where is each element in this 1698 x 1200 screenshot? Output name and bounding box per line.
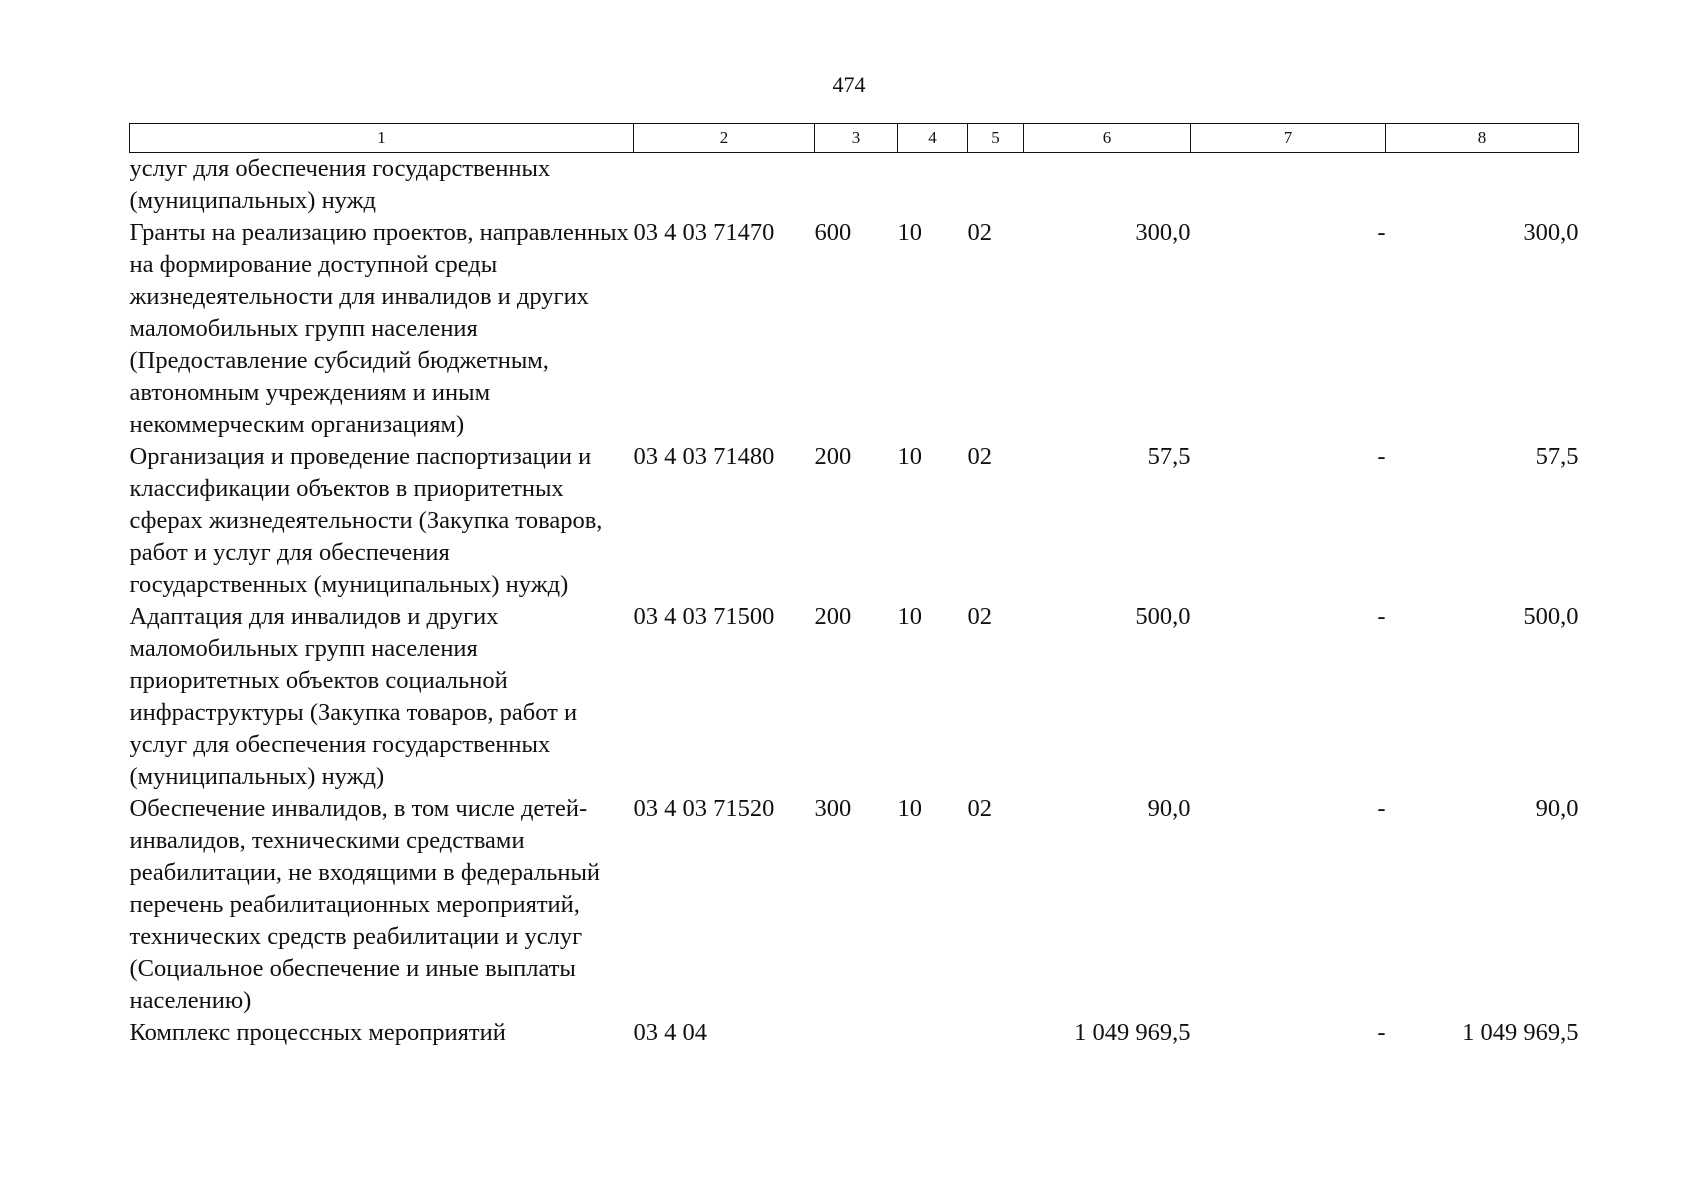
row-subsection: 02: [967, 795, 992, 822]
column-header: 4: [898, 124, 968, 153]
row-subsection: [968, 1017, 1024, 1049]
column-header: 5: [968, 124, 1024, 153]
row-code: 03 4 03 71470: [633, 219, 775, 246]
row-name: Адаптация для инвалидов и других маломобильных групп населения приоритетных объектов социальной инфраструктуры (Закупка товаров, работ и услуг для обеспечения государственных (муниципальных) нужд): [129, 603, 578, 790]
row-change: -: [1377, 795, 1386, 822]
row-type: 600: [814, 219, 852, 246]
row-change: -: [1377, 603, 1386, 630]
row-amount: 57,5: [1147, 443, 1191, 470]
table-row: [130, 153, 1579, 218]
column-header: 2: [634, 124, 815, 153]
row-change: -: [1377, 443, 1386, 470]
row-section: 10: [897, 795, 922, 822]
row-subsection: 02: [967, 603, 992, 630]
page-number: 474: [832, 72, 866, 97]
table-row: [130, 793, 1579, 1017]
row-name: Обеспечение инвалидов, в том числе детей-инвалидов, техническими средствами реабилитации, не входящими в федеральный перечень реабилитационных мероприятий, технических средств реабилитации и услуг (Социальное обеспечение и иные выплаты населению): [129, 795, 601, 1014]
column-header: 7: [1191, 124, 1386, 153]
row-type: [815, 153, 898, 218]
table-row: [130, 1017, 1579, 1049]
row-code: 03 4 03 71480: [633, 443, 775, 470]
row-amount: 300,0: [1135, 219, 1191, 246]
row-code: 03 4 04: [633, 1019, 707, 1046]
row-section: 10: [897, 603, 922, 630]
row-amount: [1024, 153, 1191, 218]
row-change: [1191, 153, 1386, 218]
budget-table: [129, 123, 1579, 1049]
row-type: [815, 1017, 898, 1049]
row-type: 200: [814, 443, 852, 470]
row-amount: 90,0: [1147, 795, 1191, 822]
column-header: 3: [815, 124, 898, 153]
row-total: 90,0: [1535, 795, 1579, 822]
row-amount: 500,0: [1135, 603, 1191, 630]
row-name: Организация и проведение паспортизации и классификации объектов в приоритетных сферах жизнедеятельности (Закупка товаров, работ и услуг для обеспечения государственных (муниципальных) нужд): [129, 443, 603, 598]
row-total: 1 049 969,5: [1462, 1019, 1579, 1046]
row-change: -: [1377, 219, 1386, 246]
row-section: 10: [897, 219, 922, 246]
row-section: 10: [897, 443, 922, 470]
row-type: 300: [814, 795, 852, 822]
row-total: 300,0: [1523, 219, 1579, 246]
table-body: [130, 153, 1579, 1050]
column-header: 8: [1386, 124, 1579, 153]
table-row: [130, 601, 1579, 793]
row-subsection: 02: [967, 219, 992, 246]
row-amount: 1 049 969,5: [1074, 1019, 1191, 1046]
row-code: 03 4 03 71520: [633, 795, 775, 822]
column-header: 6: [1024, 124, 1191, 153]
row-subsection: 02: [967, 443, 992, 470]
table-row: [130, 441, 1579, 601]
row-code: 03 4 03 71500: [633, 603, 775, 630]
row-name: Гранты на реализацию проектов, направленных на формирование доступной среды жизнедеятельности для инвалидов и других маломобильных групп населения (Предоставление субсидий бюджетным, автономным учреждениям и иным некоммерческим организациям): [129, 219, 629, 438]
row-change: -: [1377, 1019, 1386, 1046]
table-header: [130, 124, 1579, 153]
column-header: 1: [130, 124, 634, 153]
row-section: [898, 153, 968, 218]
row-section: [898, 1017, 968, 1049]
row-total: 57,5: [1535, 443, 1579, 470]
row-total: 500,0: [1523, 603, 1579, 630]
row-total: [1386, 153, 1579, 218]
row-name: Комплекс процессных мероприятий: [129, 1019, 506, 1046]
row-code: [634, 153, 815, 218]
row-type: 200: [814, 603, 852, 630]
header-row: [130, 124, 1579, 153]
table-row: [130, 217, 1579, 441]
row-name: услуг для обеспечения государственных (муниципальных) нужд: [129, 155, 551, 214]
row-subsection: [968, 153, 1024, 218]
